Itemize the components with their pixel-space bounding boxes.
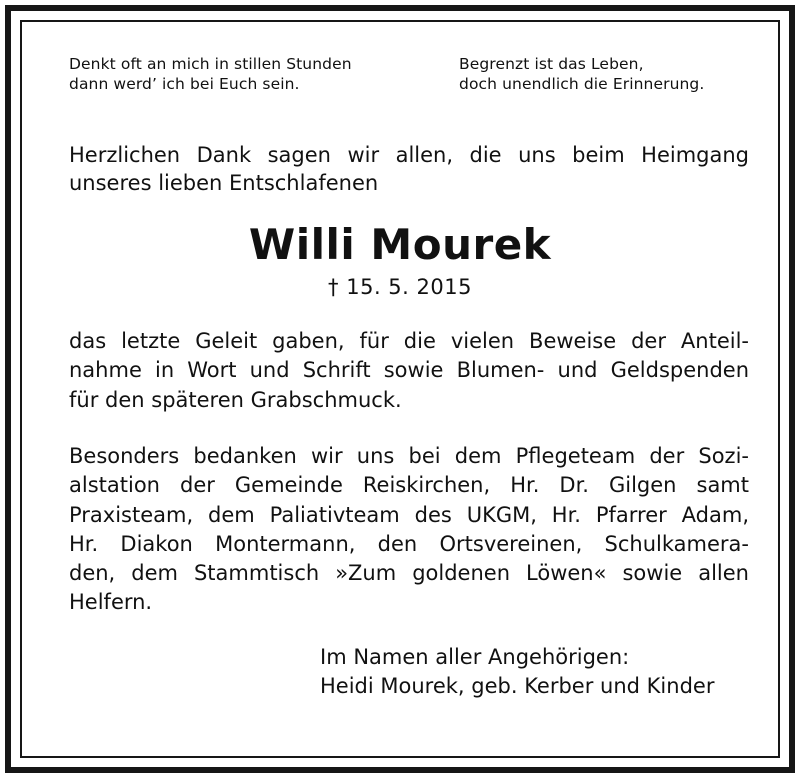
paragraph-line: Hr. Diakon Montermann, den Ortsvereinen, Schulkamera- xyxy=(69,531,749,556)
paragraph-line: Praxisteam, dem Paliativteam des UKGM, Hr. Pfarrer Adam, xyxy=(69,502,749,527)
deceased-name: Willi Mourek xyxy=(248,220,552,269)
verse-left-line: Denkt oft an mich in stillen Stunden xyxy=(69,55,352,73)
intro-text xyxy=(69,141,749,197)
intro-line: Herzlichen Dank sagen wir allen, die uns beim Heimgang xyxy=(69,143,749,167)
paragraph-line: das letzte Geleit gaben, für die vielen Beweise der Anteil- xyxy=(69,329,749,353)
intro-line: unseres lieben Entschlafenen xyxy=(69,171,379,195)
verse-left-line: dann werd’ ich bei Euch sein. xyxy=(69,75,300,93)
paragraph-line: Besonders bedanken wir uns bei dem Pflegeteam der Sozi- xyxy=(69,444,749,468)
signature-line: Im Namen aller Angehörigen: xyxy=(320,645,630,669)
death-date: † 15. 5. 2015 xyxy=(328,275,472,299)
verse-right-line: Begrenzt ist das Leben, xyxy=(459,55,644,73)
paragraph-special-thanks xyxy=(69,442,749,618)
verse-left xyxy=(69,54,352,94)
verse-right-line: doch unendlich die Erinnerung. xyxy=(459,75,705,93)
paragraph-line: Helfern. xyxy=(69,590,153,615)
paragraph-line: den, dem Stammtisch »Zum goldenen Löwen« sowie allen xyxy=(69,561,749,586)
paragraph-line: nahme in Wort und Schrift sowie Blumen- und Geldspenden xyxy=(69,358,749,383)
notice-outer-border xyxy=(5,5,795,773)
notice-inner-border xyxy=(20,20,780,758)
signature-block xyxy=(320,643,714,701)
paragraph-line: für den späteren Grabschmuck. xyxy=(69,387,402,412)
paragraph-line: alstation der Gemeinde Reiskirchen, Hr. Dr. Gilgen samt xyxy=(69,473,749,498)
signature-line: Heidi Mourek, geb. Kerber und Kinder xyxy=(320,674,715,698)
notice-content xyxy=(22,22,778,756)
paragraph-thanks xyxy=(69,327,749,415)
verse-right xyxy=(459,54,704,94)
